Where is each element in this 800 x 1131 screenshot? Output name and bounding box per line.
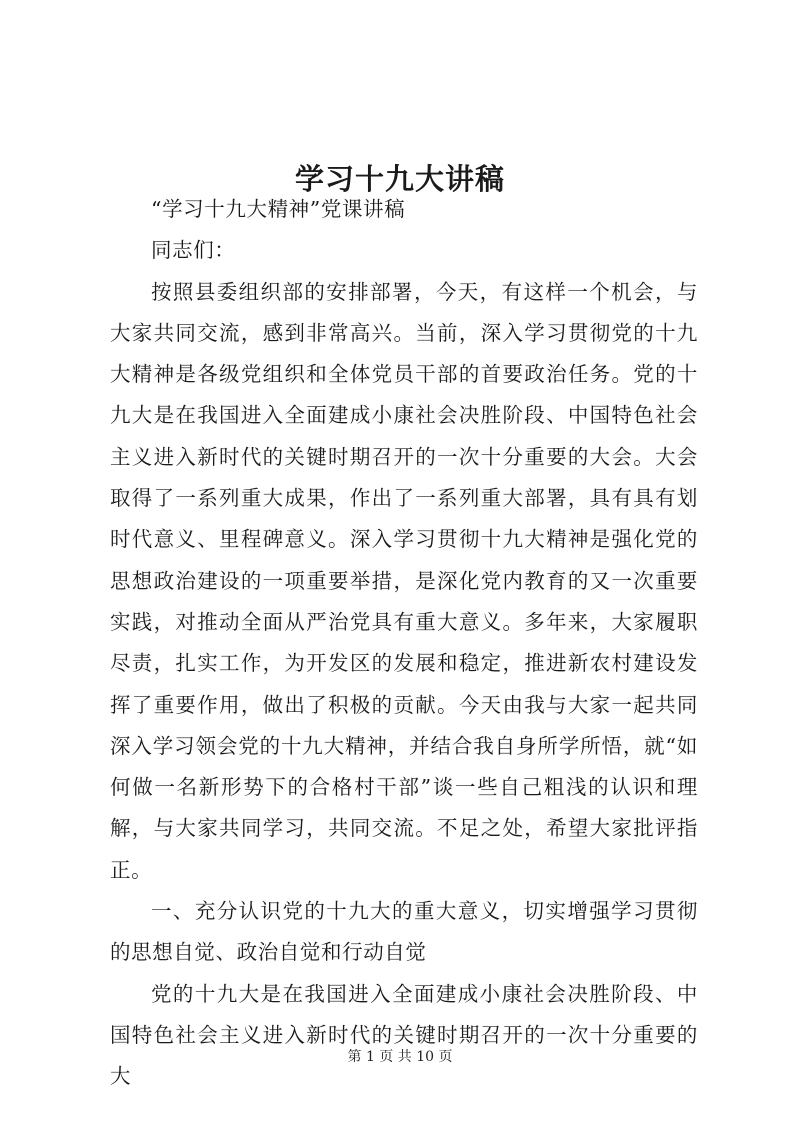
subtitle-paragraph: “学习十九大精神”党课讲稿 (151, 197, 406, 221)
document-title: 学习十九大讲稿 (294, 162, 505, 197)
document-body (110, 189, 698, 1098)
salutation-paragraph: 同志们： (151, 238, 236, 263)
section-heading-1: 一、充分认识党的十九大的重大意义，切实增强学习贯彻的思想自觉、政治自觉和行动自觉 (110, 899, 698, 965)
section-paragraph-1: 党的十九大是在我国进入全面建成小康社会决胜阶段、中国特色社会主义进入新时代的关键时期召开的一次十分重要的大 (110, 981, 698, 1089)
intro-paragraph: 按照县委组织部的安排部署，今天，有这样一个机会，与大家共同交流，感到非常高兴。当前，深入学习贯彻党的十九大精神是各级党组织和全体党员干部的首要政治任务。党的十九大是在我国进入全面建成小康社会决胜阶段、中国特色社会主义进入新时代的关键时期召开的一次十分重要的大会。大会取得了一系列重大成果，作出了一系列重大部署，具有具有划时代意义、里程碑意义。深入学习贯彻十九大精神是强化党的思想政治建设的一项重要举措，是深化党内教育的又一次重要实践，对推动全面从严治党具有重大意义。多年来，大家履职尽责，扎实工作，为开发区的发展和稳定，推进新农村建设发挥了重要作用，做出了积极的贡献。今天由我与大家一起共同深入学习领会党的十九大精神，并结合我自身所学所悟，就“如何做一名新形势下的合格村干部”谈一些自己粗浅的认识和理解，与大家共同学习，共同交流。不足之处，希望大家批评指正。 (110, 279, 698, 882)
page-footer: 第 1 页 共 10 页 (347, 1049, 453, 1065)
